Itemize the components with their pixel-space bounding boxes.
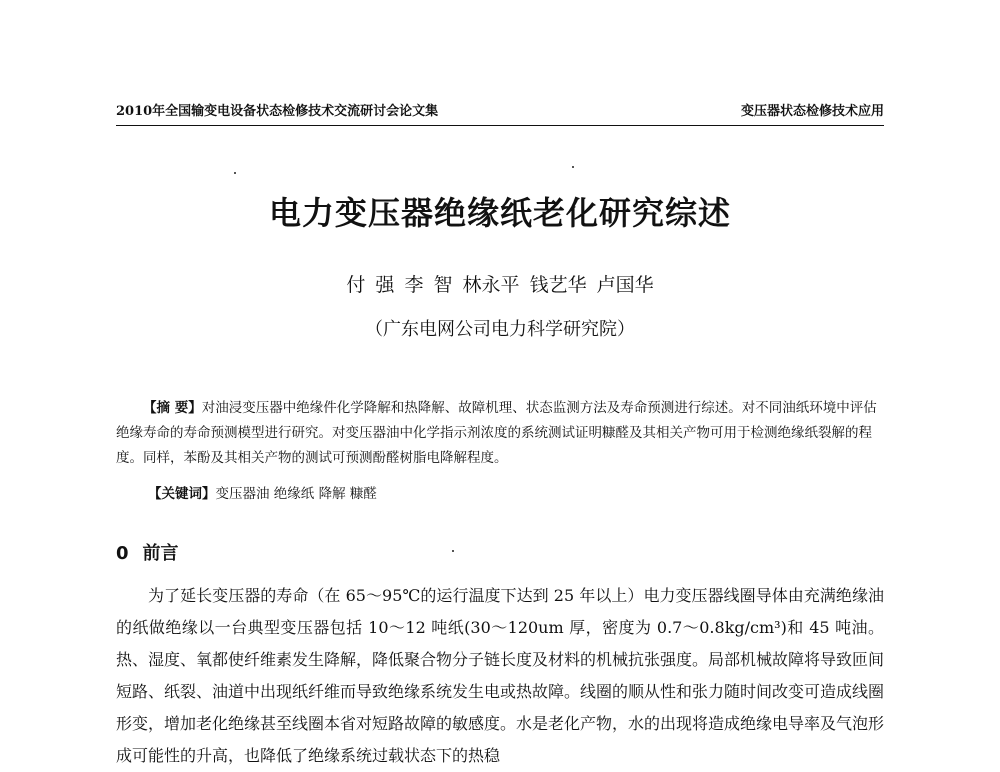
keywords-label: 【关键词】 — [148, 486, 216, 502]
header-section-name: 变压器状态检修技术应用 — [740, 104, 884, 119]
section-number: 0 — [116, 543, 129, 564]
section-title: 前言 — [142, 543, 179, 564]
abstract — [116, 396, 884, 471]
running-header — [116, 100, 884, 126]
scan-speck — [452, 550, 454, 552]
scan-speck — [572, 166, 574, 168]
abstract-text: 对油浸变压器中绝缘件化学降解和热降解、故障机理、状态监测方法及寿命预测进行综述。对不同油纸环境中评估绝缘寿命的寿命预测模型进行研究。对变压器油中化学指示剂浓度的系统测试证明糠醛及其相关产物可用于检测绝缘纸裂解的程度。同样，苯酚及其相关产物的测试可预测酚醛树脂电降解程度。 — [116, 400, 877, 466]
body-paragraph: 为了延长变压器的寿命（在 65～95℃的运行温度下达到 25 年以上）电力变压器线圈导体由充满绝缘油的纸做绝缘以一台典型变压器包括 10～12 吨纸(30～120um 厚，密度为 0.7～0.8kg/cm³)和 45 吨油。热、湿度、氧都使纤维素发生降解，降低聚合物分子链长度及材料的机械抗张强度。局部机械故障将导致匝间短路、纸裂、油道中出现纸纤维而导致绝缘系统发生电或热故障。线圈的顺从性和张力随时间改变可造成线圈形变，增加老化绝缘甚至线圈本省对短路故障的敏感度。水是老化产物，水的出现将造成绝缘电导率及气泡形成可能性的升高，也降低了绝缘系统过载状态下的热稳 — [116, 586, 885, 765]
keywords — [148, 482, 884, 507]
header-proceedings-title: 2010年全国输变电设备状态检修技术交流研讨会论文集 — [116, 104, 439, 119]
keywords-text: 变压器油 绝缘纸 降解 糠醛 — [215, 486, 377, 502]
author-list: 付 强 李 智 林永平 钱艺华 卢国华 — [346, 274, 654, 296]
paper-title: 电力变压器绝缘纸老化研究综述 — [268, 194, 731, 232]
section-heading — [116, 539, 179, 565]
scan-speck — [234, 172, 236, 174]
author-affiliation: （广东电网公司电力科学研究院） — [365, 319, 635, 340]
abstract-label: 【摘 要】 — [143, 400, 202, 416]
